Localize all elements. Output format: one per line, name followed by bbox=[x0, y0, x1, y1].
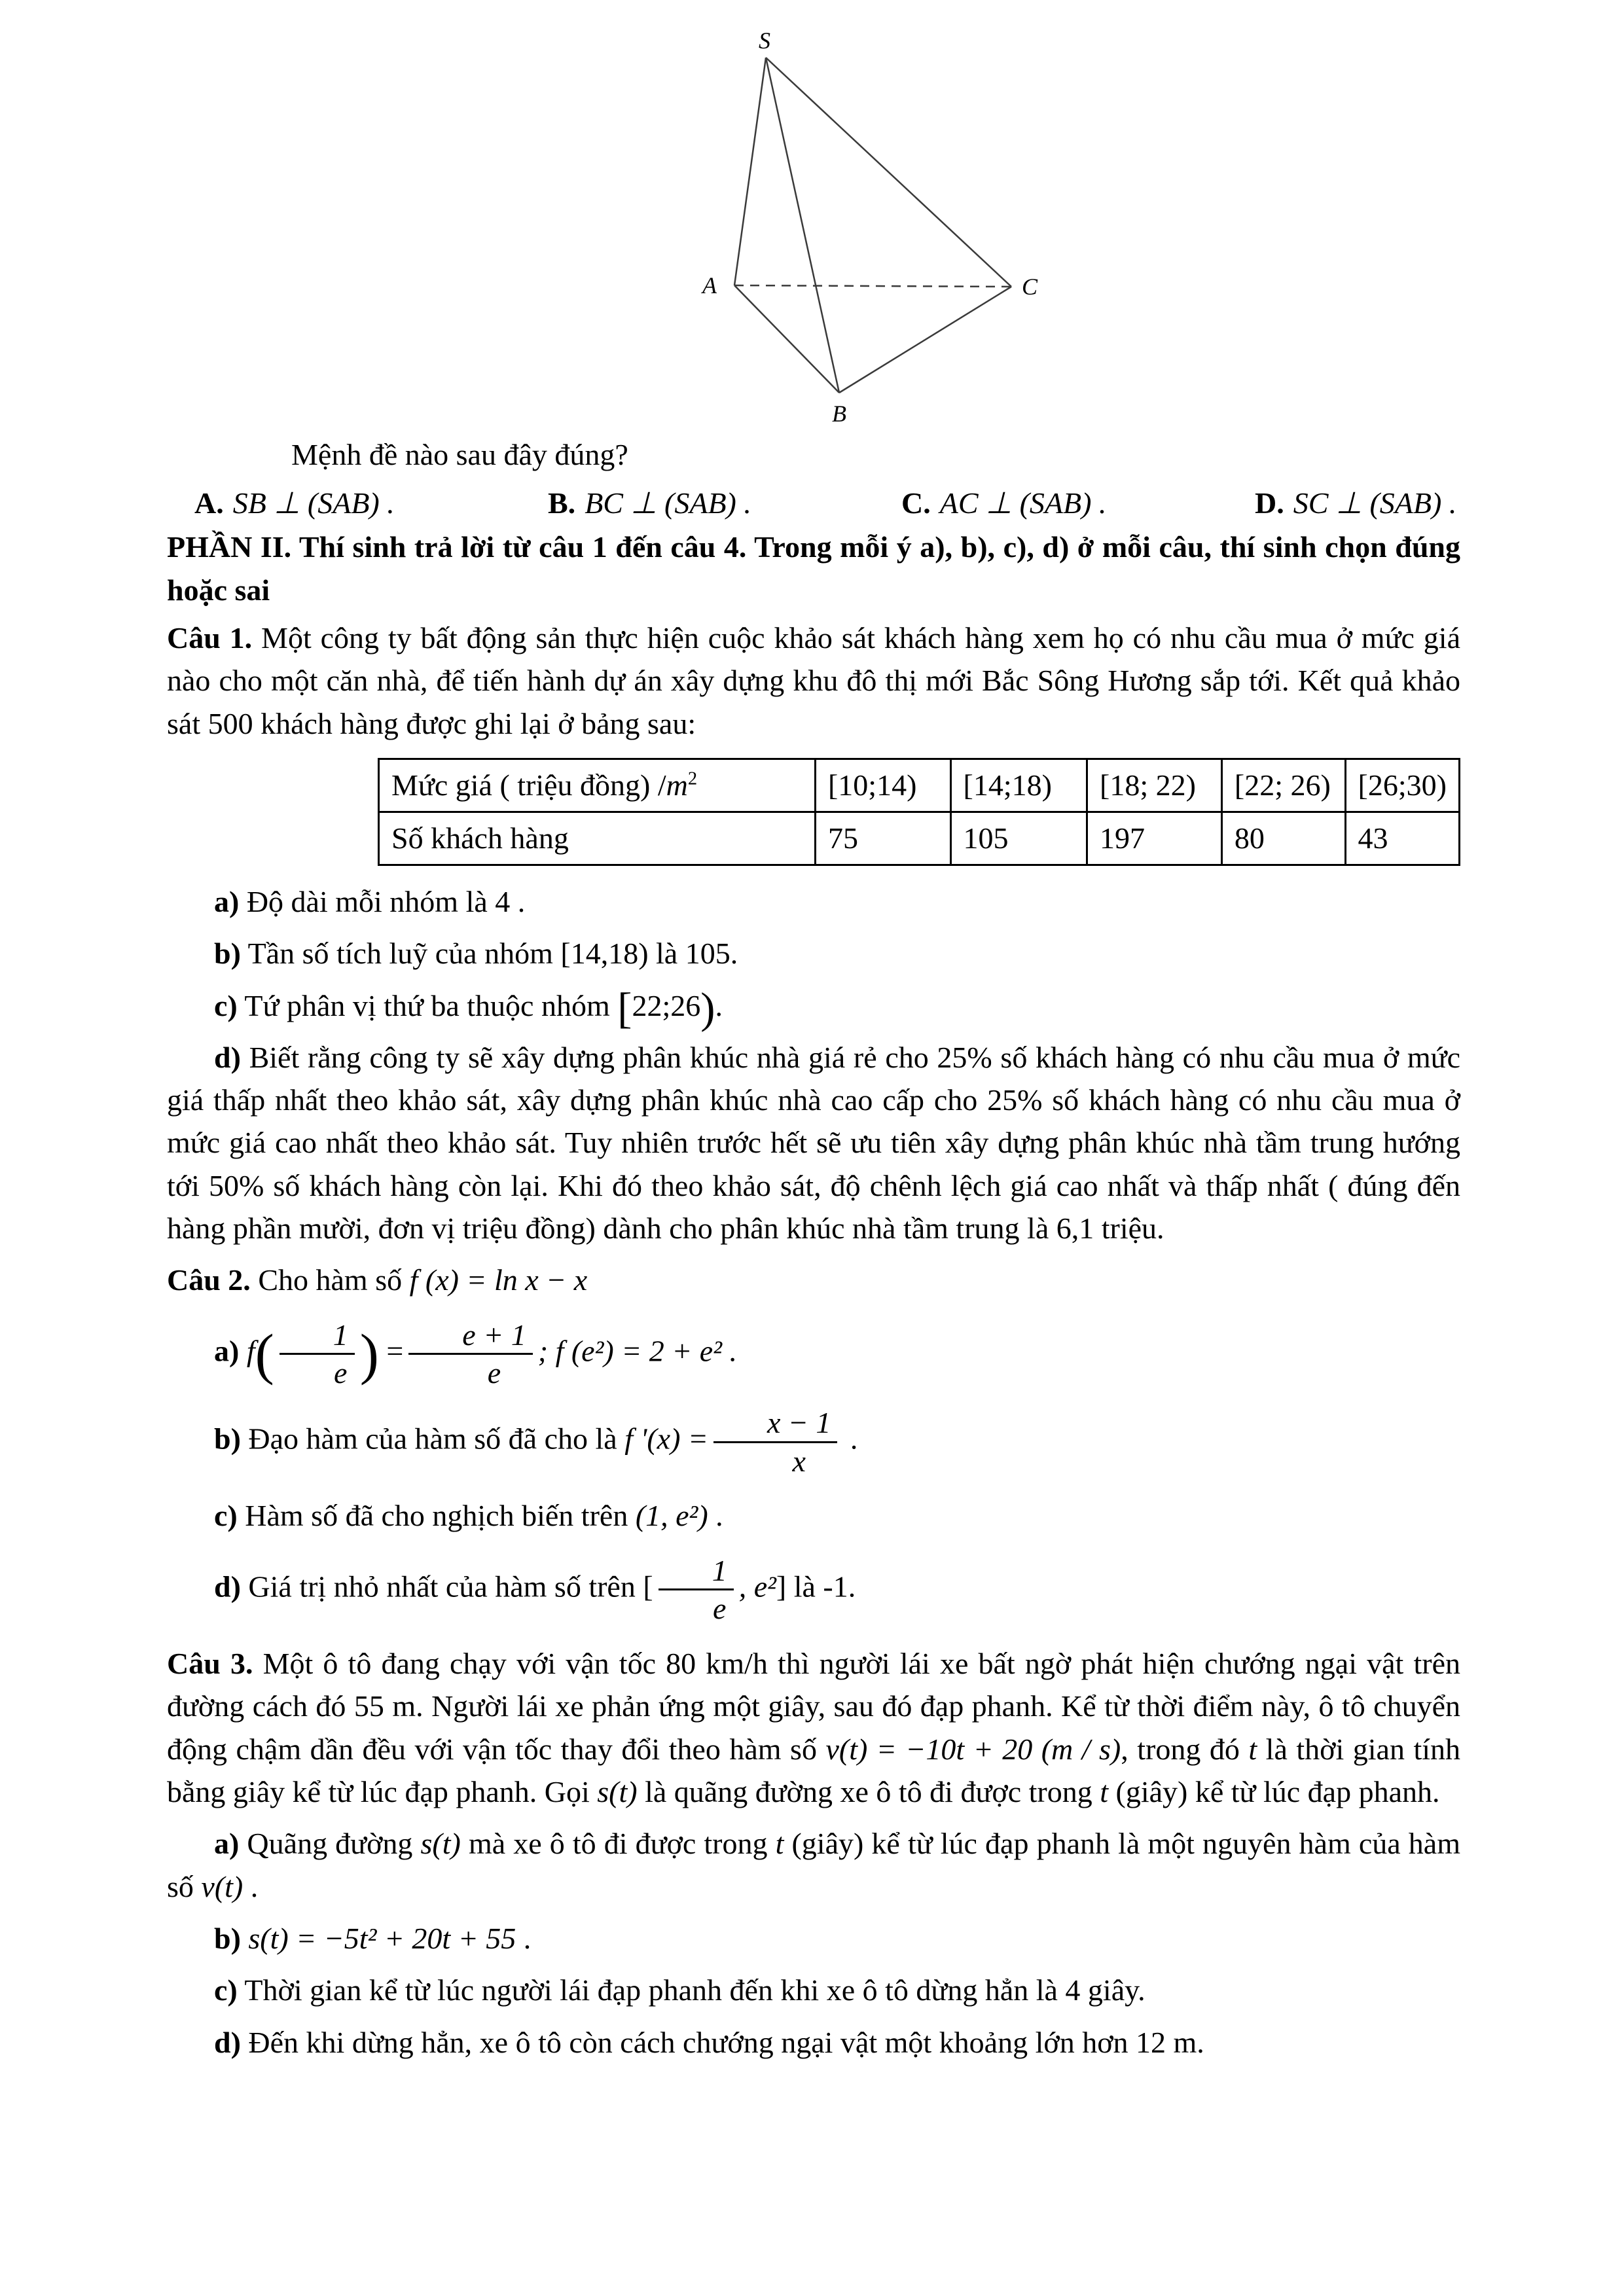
q3-item-c bbox=[167, 1969, 1460, 2011]
table-header-label-cell bbox=[379, 759, 816, 812]
header-label-var: m bbox=[666, 768, 688, 802]
choice-a bbox=[194, 485, 548, 520]
fraction-1-over-e bbox=[280, 1319, 355, 1390]
q3-velocity-function: v(t) = −10t + 20 (m / s) bbox=[825, 1732, 1121, 1766]
q3-text-3: là thời gian tính bằng giây kể từ lúc đạp phanh. Gọi bbox=[167, 1732, 1461, 1808]
q1-item-c-open-bracket: [ bbox=[617, 984, 632, 1032]
q3-item-c-label: c) bbox=[214, 1973, 238, 2007]
q3-item-d-label: d) bbox=[214, 2025, 241, 2059]
choice-b-label: B. bbox=[548, 486, 576, 520]
q2-item-b bbox=[167, 1407, 1460, 1477]
q3-item-a-st: s(t) bbox=[420, 1827, 461, 1861]
q2-item-d-tail: là -1. bbox=[786, 1570, 856, 1604]
choice-c-math: AC ⊥ (SAB) . bbox=[939, 486, 1107, 520]
vertex-label-C: C bbox=[1022, 274, 1038, 300]
q2-item-a-label: a) bbox=[214, 1334, 240, 1368]
q2-item-d bbox=[167, 1554, 1460, 1625]
left-bracket: [ bbox=[643, 1570, 653, 1604]
q3-text-2: , trong đó bbox=[1121, 1732, 1249, 1766]
q2-item-c-text: Hàm số đã cho nghịch biến trên bbox=[237, 1499, 636, 1533]
edge-SA bbox=[734, 58, 766, 285]
q1-item-d bbox=[167, 1036, 1460, 1250]
fraction-numerator: 1 bbox=[659, 1554, 734, 1591]
data-cell-5: 43 bbox=[1345, 812, 1459, 865]
q2-item-c-period: . bbox=[708, 1499, 723, 1533]
data-cell-1: 75 bbox=[815, 812, 950, 865]
row-label-cell: Số khách hàng bbox=[379, 812, 816, 865]
q3-item-a-text4: . bbox=[243, 1869, 259, 1903]
q2-item-d-mid: , e² bbox=[738, 1570, 776, 1604]
q1-item-b-interval: [14,18) bbox=[560, 937, 649, 971]
edge-AC-dashed bbox=[734, 285, 1011, 287]
header-cell-4: [22; 26) bbox=[1221, 759, 1345, 812]
choice-d bbox=[1255, 485, 1456, 520]
choice-c bbox=[901, 485, 1255, 520]
data-cell-2: 105 bbox=[950, 812, 1087, 865]
fraction-denominator: e bbox=[334, 1356, 348, 1390]
edge-BC bbox=[839, 287, 1011, 393]
q1-item-b bbox=[167, 932, 1460, 975]
q3-item-b-period: . bbox=[516, 1921, 532, 1955]
q1-item-b-label: b) bbox=[214, 937, 241, 971]
mcq-prompt: Mệnh đề nào sau đây đúng? bbox=[291, 438, 628, 471]
header-cell-3: [18; 22) bbox=[1087, 759, 1222, 812]
fraction-e-plus-1-over-e bbox=[408, 1319, 532, 1390]
q3-intro bbox=[167, 1642, 1460, 1813]
choice-a-math: SB ⊥ (SAB) . bbox=[232, 486, 395, 520]
q2-item-a-f: f bbox=[246, 1334, 255, 1368]
q1-item-a-value: 4 bbox=[495, 884, 511, 918]
edge-AB bbox=[734, 285, 839, 393]
q3-item-a-text1: Quãng đường bbox=[239, 1827, 421, 1861]
q2-intro-math: f (x) = ln x − x bbox=[409, 1263, 588, 1297]
q2-item-a-eq: = bbox=[386, 1334, 404, 1368]
edge-SC bbox=[766, 58, 1011, 287]
q3-item-a bbox=[167, 1822, 1460, 1908]
choice-a-label: A. bbox=[194, 486, 224, 520]
left-paren: ( bbox=[255, 1321, 274, 1386]
q3-item-a-vt: v(t) bbox=[201, 1869, 244, 1903]
q2-item-d-label: d) bbox=[214, 1570, 241, 1604]
fraction-denominator: x bbox=[792, 1444, 806, 1478]
vertex-label-B: B bbox=[832, 401, 846, 424]
table-header-row bbox=[379, 759, 1460, 812]
q2-item-d-text: Giá trị nhỏ nhất của hàm số trên bbox=[240, 1570, 643, 1604]
q3-item-d-text: Đến khi dừng hẳn, xe ô tô còn cách chướng ngại vật một khoảng lớn hơn 12 m. bbox=[240, 2025, 1204, 2059]
q2-label: Câu 2. bbox=[167, 1263, 251, 1297]
q1-item-a bbox=[167, 880, 1460, 923]
header-cell-2: [14;18) bbox=[950, 759, 1087, 812]
q3-item-b-label: b) bbox=[214, 1921, 241, 1955]
q2-item-b-label: b) bbox=[214, 1422, 241, 1456]
q1-item-d-label: d) bbox=[214, 1040, 241, 1074]
q2-item-a bbox=[167, 1319, 1460, 1390]
q3-text-1: Một ô tô đang chạy với vận tốc 80 km/h thì người lái xe bất ngờ phát hiện chướng ngại vật trên đường cách đó 55 m. Người lái xe phản ứng một giây, sau đó đạp phanh. Kể từ thời điểm này, ô tô chuyển động chậm dần đều với vận tốc thay đổi theo hàm số bbox=[167, 1647, 1460, 1766]
vertex-label-A: A bbox=[702, 272, 717, 298]
q1-intro bbox=[167, 617, 1460, 745]
data-cell-3: 197 bbox=[1087, 812, 1222, 865]
fraction-denominator: e bbox=[712, 1592, 727, 1626]
q3-item-a-text3: (giây) kể từ lúc đạp phanh là một nguyên hàm của hàm số bbox=[167, 1827, 1460, 1903]
fraction-numerator: x − 1 bbox=[713, 1407, 837, 1443]
q1-item-c-interval: 22;26 bbox=[632, 988, 701, 1022]
q1-item-b-text2: là 105. bbox=[648, 937, 738, 971]
q3-item-c-text: Thời gian kể từ lúc người lái đạp phanh đến khi xe ô tô dừng hẳn là 4 giây. bbox=[237, 1973, 1146, 2007]
choice-d-label: D. bbox=[1255, 486, 1284, 520]
q3-item-a-text2: mà xe ô tô đi được trong bbox=[460, 1827, 776, 1861]
header-cell-5: [26;30) bbox=[1345, 759, 1459, 812]
q1-item-c bbox=[167, 984, 1460, 1032]
q3-item-a-label: a) bbox=[214, 1827, 240, 1861]
q2-intro-text: Cho hàm số bbox=[250, 1263, 410, 1297]
choice-b-math: BC ⊥ (SAB) . bbox=[585, 486, 751, 520]
q2-item-b-period: . bbox=[842, 1422, 858, 1456]
q1-item-c-text: Tứ phân vị thứ ba thuộc nhóm bbox=[237, 988, 618, 1022]
q3-text-4: là quãng đường xe ô tô đi được trong bbox=[637, 1774, 1100, 1808]
fraction-numerator: 1 bbox=[280, 1319, 355, 1355]
fraction-x-minus-1-over-x bbox=[713, 1407, 837, 1477]
table-data-row bbox=[379, 812, 1460, 865]
q1-item-b-text1: Tần số tích luỹ của nhóm bbox=[240, 937, 561, 971]
survey-table bbox=[378, 758, 1460, 866]
q3-item-b bbox=[167, 1917, 1460, 1960]
q3-item-a-t: t bbox=[775, 1827, 784, 1861]
q2-item-b-derivative: f '(x) = bbox=[624, 1422, 708, 1456]
mcq-choices bbox=[167, 485, 1460, 520]
pyramid-svg bbox=[691, 31, 1057, 424]
q2-item-b-text: Đạo hàm của hàm số đã cho là bbox=[240, 1422, 625, 1456]
fraction-denominator: e bbox=[487, 1356, 501, 1390]
right-bracket: ] bbox=[776, 1570, 787, 1604]
q3-label: Câu 3. bbox=[167, 1647, 253, 1681]
edge-SB bbox=[766, 58, 839, 393]
choice-b bbox=[548, 485, 901, 520]
q3-item-d bbox=[167, 2021, 1460, 2064]
fraction-1-over-e bbox=[659, 1554, 734, 1625]
q2-item-a-rest: ; f (e²) = 2 + e² . bbox=[537, 1334, 737, 1368]
right-paren: ) bbox=[359, 1321, 379, 1386]
q1-intro-text: Một công ty bất động sản thực hiện cuộc khảo sát khách hàng xem họ có nhu cầu mua ở mức giá nào cho một căn nhà, để tiến hành dự án xây dựng khu đô thị mới Bắc Sông Hương sắp tới. Kết quả khảo sát 500 khách hàng được ghi lại ở bảng sau: bbox=[167, 620, 1460, 740]
q3-var-t2: t bbox=[1100, 1774, 1109, 1808]
header-label-sup: 2 bbox=[687, 769, 698, 790]
fraction-numerator: e + 1 bbox=[408, 1319, 532, 1355]
q1-item-a-label: a) bbox=[214, 884, 240, 918]
q1-item-a-period: . bbox=[510, 884, 526, 918]
q1-item-c-close-bracket: ) bbox=[700, 984, 715, 1032]
q1-label: Câu 1. bbox=[167, 620, 253, 655]
q1-item-c-label: c) bbox=[214, 988, 238, 1022]
q1-item-d-text: Biết rằng công ty sẽ xây dựng phân khúc nhà giá rẻ cho 25% số khách hàng có nhu cầu mua ở mức giá thấp nhất theo khảo sát, xây dựng phân khúc nhà cao cấp cho 25% số khách hàng có nhu cầu mua ở mức giá cao nhất theo khảo sát. Tuy nhiên trước hết sẽ ưu tiên xây dựng phân khúc nhà tầm trung hướng tới 50% số khách hàng còn lại. Khi đó theo khảo sát, độ chênh lệch giá cao nhất và thấp nhất ( đúng đến hàng phần mười, đơn vị triệu đồng) dành cho phân khúc nhà tầm trung là 6,1 triệu. bbox=[167, 1040, 1460, 1246]
q3-text-5: (giây) kể từ lúc đạp phanh. bbox=[1108, 1774, 1440, 1808]
q2-item-c-interval: (1, e²) bbox=[635, 1499, 708, 1533]
q1-item-c-period: . bbox=[715, 988, 723, 1022]
q2-intro bbox=[167, 1259, 1460, 1301]
header-label-text: Mức giá ( triệu đồng) / bbox=[391, 768, 666, 802]
vertex-label-S: S bbox=[759, 31, 770, 54]
q3-var-t: t bbox=[1248, 1732, 1257, 1766]
q3-item-b-formula: s(t) = −5t² + 20t + 55 bbox=[248, 1921, 516, 1955]
data-cell-4: 80 bbox=[1221, 812, 1345, 865]
q3-st-function: s(t) bbox=[597, 1774, 638, 1808]
header-cell-1: [10;14) bbox=[815, 759, 950, 812]
choice-d-math: SC ⊥ (SAB) . bbox=[1293, 486, 1457, 520]
part2-heading: PHẦN II. Thí sinh trả lời từ câu 1 đến câu 4. Trong mỗi ý a), b), c), d) ở mỗi câu, thí sinh chọn đúng hoặc sai bbox=[167, 530, 1460, 607]
choice-c-label: C. bbox=[901, 486, 931, 520]
q2-item-c bbox=[167, 1494, 1460, 1537]
pyramid-figure bbox=[691, 31, 1057, 424]
q1-item-a-text: Độ dài mỗi nhóm là bbox=[239, 884, 496, 918]
q2-item-c-label: c) bbox=[214, 1499, 238, 1533]
